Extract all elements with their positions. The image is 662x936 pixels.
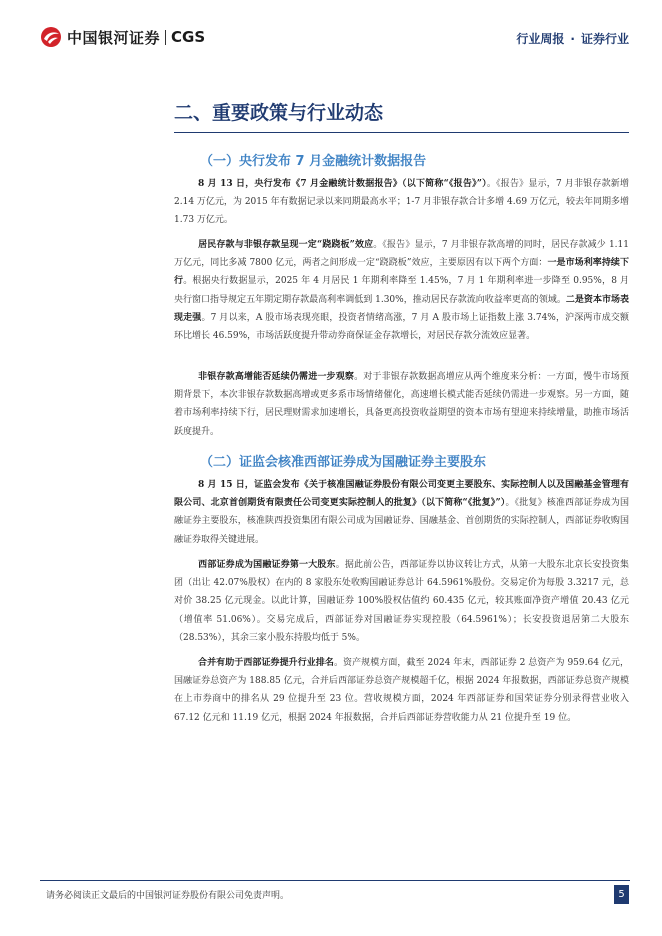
paragraph-1-1-body: 。《报告》显示，7 月非银存款新增 2.14 万亿元，为 2015 年有数据记录以来同期最高水平；1-7 月非银存款合计多增 4.69 万亿元，较去年同期多增 1.73 万亿元。	[174, 179, 629, 226]
paragraph-2-1-body: 。《批复》核准西部证券成为国融证券主要股东，核准陕西投资集团有限公司成为国融证券、国融基金、首创期货的实际控制人，西部证券收购国融证券取得关键进展。	[174, 498, 629, 545]
paragraph-1-2-point-1: 一是市场利率持续下行	[174, 258, 629, 287]
company-logo	[40, 26, 205, 48]
page-number: 5	[614, 885, 629, 904]
section-title: 二、重要政策与行业动态	[174, 102, 384, 124]
subsection-title-2: （二）证监会核准西部证券成为国融证券主要股东	[200, 455, 487, 470]
section-title-rule	[174, 132, 629, 133]
report-type-title: 行业周报	[516, 32, 565, 46]
footer-rule	[40, 880, 630, 881]
paragraph-1-2-point-2: 二是资本市场表现走强	[174, 294, 629, 323]
report-type	[516, 30, 629, 47]
report-type-sub: 证券行业	[580, 32, 629, 46]
paragraph-2-3	[174, 654, 629, 727]
paragraph-1-3-body: 。对于非银存款数据高增应从两个维度来分析：一方面，慢牛市场预期背景下，本次非银存款数据高增或更多系市场情绪催化，高速增长模式能否延续仍需进一步观察。另一方面，随着市场利率持续下行，居民理财需求加速增长，具备更高投资收益期望的资本市场有望迎来持续增量，助推市场活跃度提升。	[174, 372, 629, 437]
paragraph-2-3-body: 。资产规模方面，截至 2024 年末，西部证券 2 总资产为 959.64 亿元，国融证券总资产为 188.85 亿元，合并后西部证券总资产规模超千亿，根据 2024 年报数据，西部证券总资产规模在上市券商中的排名从 29 位提升至 23 位。营收规模方面，2024 年西部证券和国荣证券分别录得营业收入 67.12 亿元和 11.19 亿元，根据 2024 年报数据，合并后西部证券营收能力从 21 位提升至 19 位。	[174, 658, 629, 723]
paragraph-2-3-lead: 合并有助于西部证券提升行业排名	[198, 658, 334, 668]
paragraph-1-1	[174, 175, 629, 230]
paragraph-2-1-lead: 8 月 15 日，证监会发布《关于核准国融证券股份有限公司变更主要股东、实际控制人以及国融基金管理有限公司、北京首创期货有限责任公司变更实际控制人的批复》（以下简称“《批复》”）	[174, 480, 629, 509]
paragraph-2-2-lead: 西部证券成为国融证券第一大股东	[198, 560, 336, 570]
page-header	[0, 0, 662, 60]
paragraph-1-2	[174, 236, 629, 345]
paragraph-1-2-body-b: 。根据央行数据显示，2025 年 4 月居民 1 年期利率降至 1.45%，7 月 1 年期利率进一步降至 0.95%，8 月央行窗口指导规定五年期定期存款最高利率调低到 1.30%，推动居民存款流向收益率更高的领域。	[174, 276, 629, 305]
footer-disclaimer: 请务必阅读正文最后的中国银河证券股份有限公司免责声明。	[46, 891, 290, 901]
paragraph-1-2-lead: 居民存款与非银存款呈现一定“跷跷板”效应	[198, 240, 374, 250]
report-type-dot: ·	[570, 32, 575, 46]
paragraph-1-3	[174, 368, 629, 441]
logo-text-cn: 中国银河证券	[67, 28, 161, 47]
subsection-title-1: （一）央行发布 7 月金融统计数据报告	[200, 154, 427, 169]
paragraph-2-2	[174, 556, 629, 647]
paragraph-1-1-lead: 8 月 13 日，央行发布《7 月金融统计数据报告》（以下简称“《报告》”）	[198, 179, 487, 189]
paragraph-2-2-body: 。据此前公告，西部证券以协议转让方式，从第一大股东北京长安投资集团（出让 42.07%股权）在内的 8 家股东处收购国融证券总计 64.5961%股份。交易定价为每股 3.3217 元，总对价 38.25 亿元现金。以此计算，国融证券 100%股权估值约 60.435 亿元，较其账面净资产增值 20.43 亿元（增值率 51.06%）。交易完成后，西部证券对国融证券实现控股（64.5961%）；长安投资退居第二大股东（28.53%），其余三家小股东持股均低于 5%。	[174, 560, 629, 643]
paragraph-2-1	[174, 476, 629, 549]
galaxy-logo-icon	[40, 26, 62, 48]
logo-divider	[165, 30, 166, 45]
paragraph-1-3-lead: 非银存款高增能否延续仍需进一步观察	[198, 372, 355, 382]
logo-text-en: CGS	[171, 28, 206, 46]
paragraph-1-2-body-a: 。《报告》显示，7 月非银存款高增的同时，居民存款减少 1.11 万亿元，同比多减 7800 亿元，两者之间形成一定“跷跷板”效应，主要原因有以下两个方面：	[174, 240, 629, 269]
paragraph-1-2-body-c: 。7 月以来，A 股市场表现亮眼，投资者情绪高涨，7 月 A 股市场上证指数上涨 3.74%，沪深两市成交额环比增长 46.59%，市场活跃度提升带动券商保证金存款增长，对居民存款分流效应显著。	[174, 312, 629, 342]
